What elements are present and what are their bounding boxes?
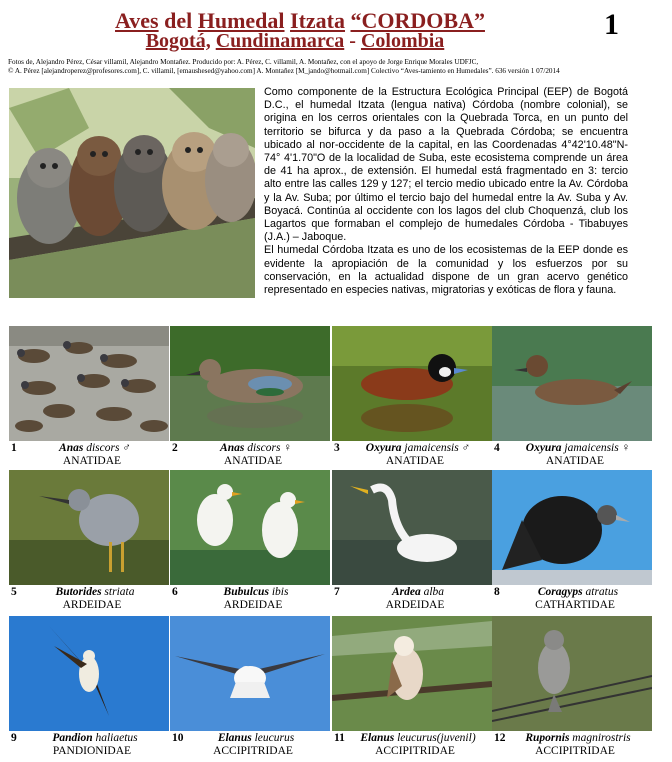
species-number: 12 xyxy=(494,732,506,744)
species-family: ACCIPITRIDAE xyxy=(375,745,455,757)
species-epithet: haliaetus xyxy=(95,732,138,744)
title-word: Itzata xyxy=(290,8,346,33)
intro-paragraph: Como componente de la Estructura Ecológica Principal (EEP) de Bogotá D.C., el humedal Itzata (lengua nativa) Córdoba (nombre colonial), se origina en los cerros orientales con la Quebrada Torca, en un punto del territorio se bifurca y da paso a la Quebrada Córdoba; se encuentra ubicado al nor-occidente de la capital, en las Coordenadas 4°42'10.48"N-74° 4'1.70"O de la localidad de Suba, este ecosistema comprende un área de 41 ha aprox., de extensión. El humedal está fragmentado en 3: tercio alto entre las calles 129 y 127; el tercio medio ubicado entre la Av. Córdoba y la Av. Suba; por último el tercio bajo del humedal entre la Av. Suba y Av. Boyacá. Continúa al occidente con los lagos del club Choquenzá, club los Lagartos que formaban el complejo de humedales Córdoba - Tibabuyes (J.A.) – Jaboque. xyxy=(264,86,628,244)
species-genus: Rupornis xyxy=(525,732,570,744)
credits-line: Fotos de, Alejandro Pérez, César villamil, Alejandro Montañez. Producido por: A. Pérez, C. villamil, A. Montañez, con el apoyo de Jorge Enrique Morales UDFJC, xyxy=(8,58,479,66)
species-photo xyxy=(332,470,492,585)
page-number: 1 xyxy=(604,8,619,41)
species-name xyxy=(9,442,169,455)
subtitle-word: Colombia xyxy=(360,30,445,52)
species-photo xyxy=(332,616,492,731)
species-family: CATHARTIDAE xyxy=(535,599,615,611)
species-number: 4 xyxy=(494,442,500,454)
species-family: ACCIPITRIDAE xyxy=(213,745,293,757)
title-word: Aves xyxy=(115,8,159,33)
title-word: del xyxy=(164,8,193,33)
species-card xyxy=(9,470,169,611)
species-name xyxy=(9,586,169,599)
species-number: 10 xyxy=(172,732,184,744)
species-genus: Anas xyxy=(220,442,245,454)
species-number: 3 xyxy=(334,442,340,454)
species-family: PANDIONIDAE xyxy=(52,745,132,757)
intro-text xyxy=(264,86,628,297)
species-number: 8 xyxy=(494,586,500,598)
species-card xyxy=(332,616,492,757)
species-photo xyxy=(332,326,492,441)
species-family: ACCIPITRIDAE xyxy=(535,745,615,757)
page-subtitle xyxy=(0,30,590,53)
species-epithet: jamaicensis ♂ xyxy=(404,442,471,454)
subtitle-word: Bogotá, xyxy=(145,30,211,52)
species-epithet: discors ♂ xyxy=(86,442,131,454)
species-epithet: leucurus(juvenil) xyxy=(397,732,476,744)
species-family: ARDEIDAE xyxy=(385,599,445,611)
species-number: 9 xyxy=(11,732,17,744)
species-family: ARDEIDAE xyxy=(62,599,122,611)
species-epithet: magnirostris xyxy=(572,732,631,744)
species-name xyxy=(170,442,330,455)
species-photo xyxy=(492,616,652,731)
species-genus: Bubulcus xyxy=(223,586,269,598)
species-genus: Elanus xyxy=(360,732,395,744)
species-genus: Elanus xyxy=(217,732,252,744)
species-name xyxy=(492,732,652,745)
species-genus: Oxyura xyxy=(365,442,402,454)
species-epithet: jamaicensis ♀ xyxy=(564,442,631,454)
species-photo xyxy=(9,470,169,585)
species-genus: Ardea xyxy=(391,586,421,598)
species-name xyxy=(492,586,652,599)
credits-line: © A. Pérez [alejandroperez@profesores.com], C. villamil, [emaushesed@yahoo.com] A. Montañez [M_jando@hotmail.com] Colectivo “Aves-tamiento en Humedales”. 636 versión 1 07/2014 xyxy=(8,67,560,75)
species-family: ANATIDAE xyxy=(545,455,605,467)
subtitle-word: - xyxy=(349,30,356,52)
species-family: ARDEIDAE xyxy=(223,599,283,611)
species-card xyxy=(492,470,652,611)
species-epithet: striata xyxy=(104,586,135,598)
species-photo xyxy=(170,326,330,441)
species-card xyxy=(332,470,492,611)
species-number: 2 xyxy=(172,442,178,454)
title-word: “CORDOBA” xyxy=(350,8,485,33)
species-number: 11 xyxy=(334,732,345,744)
species-number: 1 xyxy=(11,442,17,454)
species-name xyxy=(170,586,330,599)
species-name xyxy=(9,732,169,745)
species-name xyxy=(332,586,492,599)
species-photo xyxy=(492,470,652,585)
species-card xyxy=(492,326,652,467)
species-epithet: atratus xyxy=(585,586,619,598)
species-family: ANATIDAE xyxy=(385,455,445,467)
species-photo xyxy=(9,616,169,731)
species-family: ANATIDAE xyxy=(62,455,122,467)
species-name xyxy=(332,732,492,745)
species-genus: Butorides xyxy=(55,586,102,598)
species-number: 6 xyxy=(172,586,178,598)
subtitle-word: Cundinamarca xyxy=(215,30,345,52)
species-epithet: discors ♀ xyxy=(247,442,292,454)
species-card xyxy=(332,326,492,467)
species-genus: Anas xyxy=(59,442,84,454)
species-genus: Coragyps xyxy=(537,586,583,598)
species-family: ANATIDAE xyxy=(223,455,283,467)
species-epithet: ibis xyxy=(271,586,289,598)
species-genus: Pandion xyxy=(52,732,93,744)
species-name xyxy=(332,442,492,455)
species-photo xyxy=(492,326,652,441)
species-photo xyxy=(170,616,330,731)
species-photo xyxy=(170,470,330,585)
species-name xyxy=(170,732,330,745)
species-card xyxy=(9,326,169,467)
species-card xyxy=(170,326,330,467)
species-epithet: alba xyxy=(423,586,445,598)
credits xyxy=(8,58,668,76)
species-epithet: leucurus xyxy=(254,732,295,744)
intro-paragraph: El humedal Córdoba Itzata es uno de los ecosistemas de la EEP donde es evidente la apropiación de la comunidad y los esfuerzos por su conservación, en la actualidad dispone de un gran acervo genético representado en especies nativas, migratorias y exóticas de flora y fauna. xyxy=(264,244,628,297)
species-card xyxy=(9,616,169,757)
species-card xyxy=(170,470,330,611)
species-number: 5 xyxy=(11,586,17,598)
species-name xyxy=(492,442,652,455)
species-genus: Oxyura xyxy=(525,442,562,454)
hero-photo xyxy=(9,88,255,298)
species-card xyxy=(170,616,330,757)
species-card xyxy=(492,616,652,757)
title-word: Humedal xyxy=(197,8,285,33)
species-number: 7 xyxy=(334,586,340,598)
species-photo xyxy=(9,326,169,441)
